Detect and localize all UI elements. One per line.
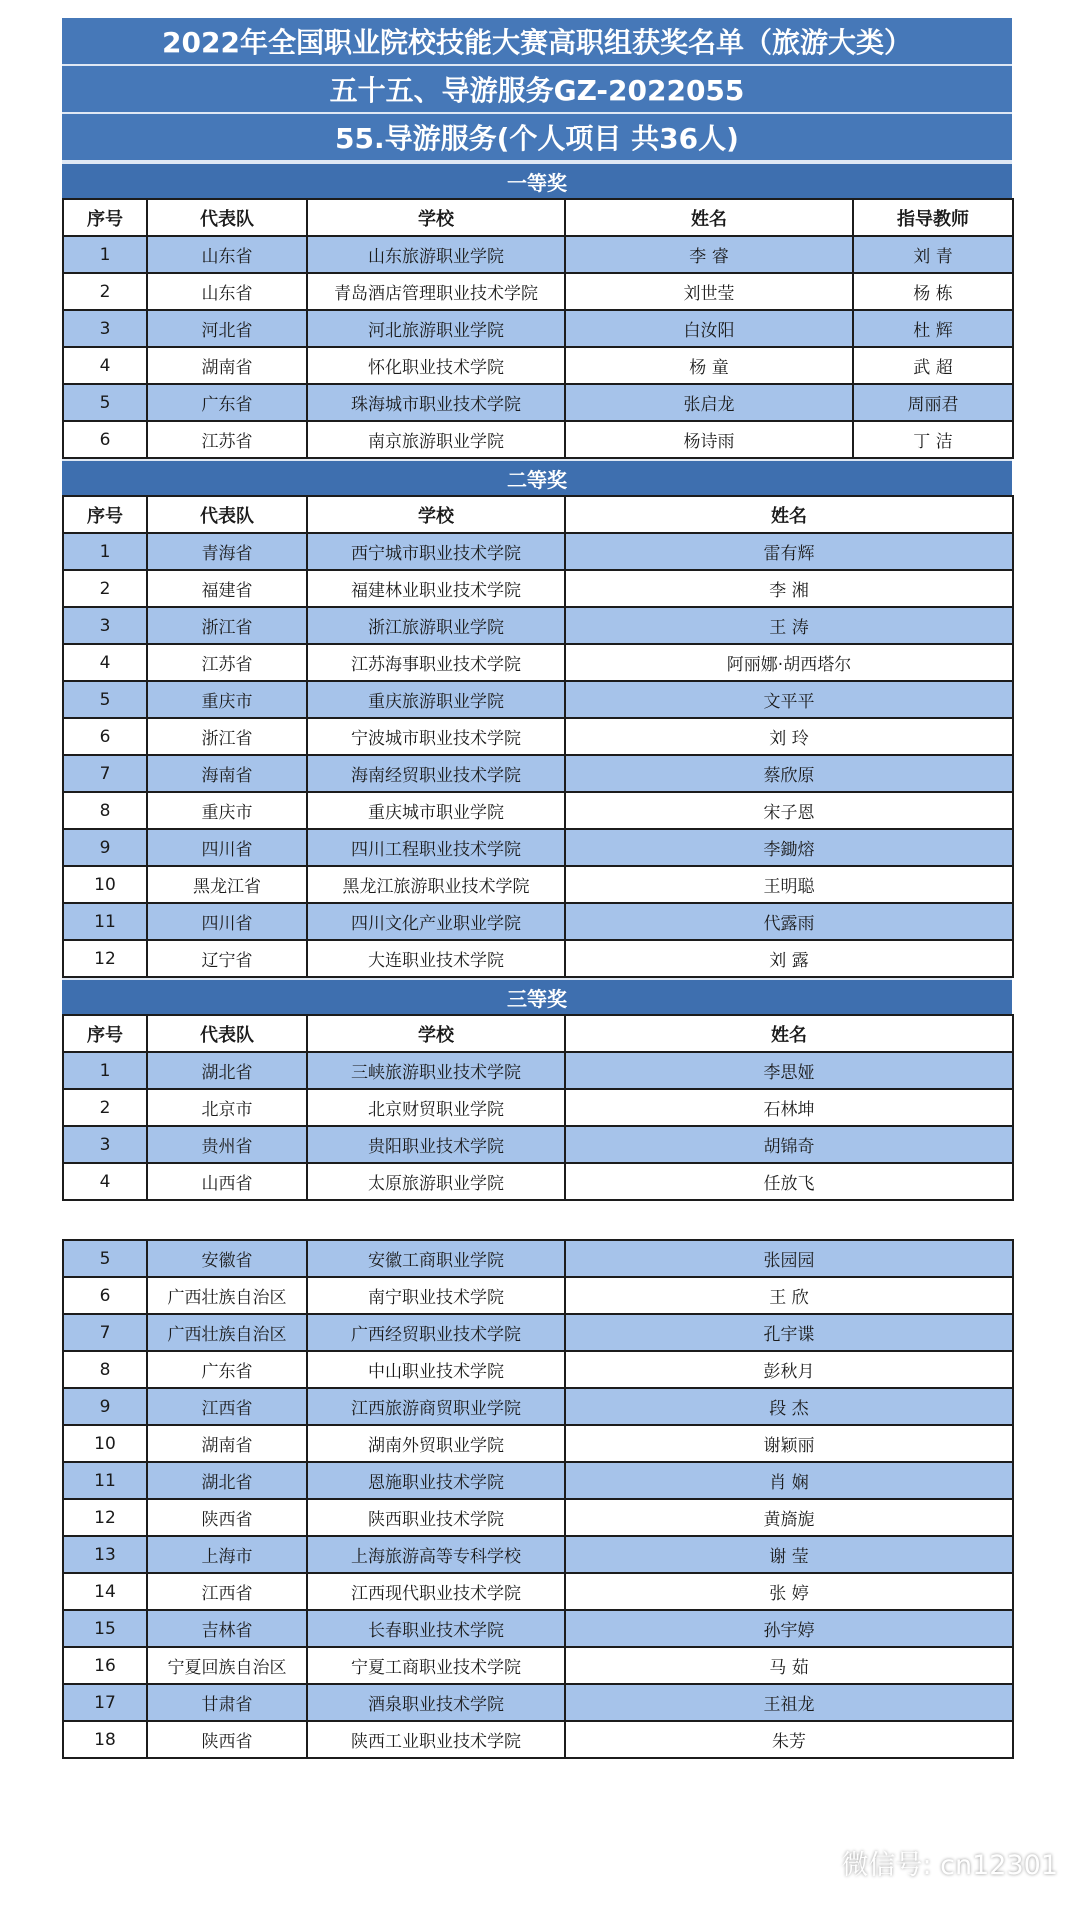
cell-rank: 6	[63, 421, 147, 458]
cell-name: 李 湘	[565, 570, 1013, 607]
cell-team: 湖北省	[147, 1052, 307, 1089]
cell-team: 安徽省	[147, 1240, 307, 1277]
cell-name: 阿丽娜·胡西塔尔	[565, 644, 1013, 681]
cell-team: 陕西省	[147, 1499, 307, 1536]
cell-school: 珠海城市职业技术学院	[307, 384, 565, 421]
cell-team: 湖南省	[147, 347, 307, 384]
first-prize-header: 一等奖	[62, 162, 1012, 198]
table-row	[63, 644, 1013, 681]
cell-school: 湖南外贸职业学院	[307, 1425, 565, 1462]
cell-team: 河北省	[147, 310, 307, 347]
cell-school: 安徽工商职业学院	[307, 1240, 565, 1277]
cell-team: 辽宁省	[147, 940, 307, 977]
cell-teacher: 杜 辉	[853, 310, 1013, 347]
cell-rank: 5	[63, 1240, 147, 1277]
cell-rank: 2	[63, 1089, 147, 1126]
cell-rank: 4	[63, 1163, 147, 1200]
cell-school: 重庆城市职业学院	[307, 792, 565, 829]
cell-rank: 15	[63, 1610, 147, 1647]
table-row	[63, 1499, 1013, 1536]
cell-team: 重庆市	[147, 681, 307, 718]
cell-rank: 10	[63, 1425, 147, 1462]
cell-rank: 6	[63, 1277, 147, 1314]
table-header-row	[63, 1015, 1013, 1052]
col-header: 序号	[63, 1015, 147, 1052]
cell-rank: 8	[63, 792, 147, 829]
cell-team: 黑龙江省	[147, 866, 307, 903]
cell-school: 重庆旅游职业学院	[307, 681, 565, 718]
table-row	[63, 347, 1013, 384]
cell-name: 李鋤熔	[565, 829, 1013, 866]
cell-rank: 9	[63, 829, 147, 866]
table-row	[63, 681, 1013, 718]
cell-name: 王 涛	[565, 607, 1013, 644]
col-header: 代表队	[147, 1015, 307, 1052]
col-header: 序号	[63, 199, 147, 236]
table-row	[63, 755, 1013, 792]
table-row	[63, 533, 1013, 570]
cell-rank: 7	[63, 755, 147, 792]
cell-school: 黑龙江旅游职业技术学院	[307, 866, 565, 903]
cell-school: 上海旅游高等专科学校	[307, 1536, 565, 1573]
cell-name: 李 睿	[565, 236, 853, 273]
cell-name: 彭秋月	[565, 1351, 1013, 1388]
second-prize-table	[62, 495, 1014, 978]
award-list-sheet	[62, 18, 1012, 1759]
cell-rank: 2	[63, 273, 147, 310]
cell-team: 甘肃省	[147, 1684, 307, 1721]
table-row	[63, 1721, 1013, 1758]
col-header: 代表队	[147, 496, 307, 533]
col-header: 姓名	[565, 496, 1013, 533]
table-row	[63, 310, 1013, 347]
cell-name: 任放飞	[565, 1163, 1013, 1200]
cell-name: 张启龙	[565, 384, 853, 421]
cell-team: 宁夏回族自治区	[147, 1647, 307, 1684]
cell-name: 朱芳	[565, 1721, 1013, 1758]
col-header: 学校	[307, 496, 565, 533]
table-row	[63, 1536, 1013, 1573]
cell-teacher: 武 超	[853, 347, 1013, 384]
cell-team: 广西壮族自治区	[147, 1277, 307, 1314]
cell-name: 雷有辉	[565, 533, 1013, 570]
table-row	[63, 1240, 1013, 1277]
cell-school: 河北旅游职业学院	[307, 310, 565, 347]
cell-team: 青海省	[147, 533, 307, 570]
table-row	[63, 1126, 1013, 1163]
table-row	[63, 570, 1013, 607]
table-row	[63, 1388, 1013, 1425]
cell-teacher: 周丽君	[853, 384, 1013, 421]
table-row	[63, 1052, 1013, 1089]
table-row	[63, 1089, 1013, 1126]
cell-team: 山西省	[147, 1163, 307, 1200]
cell-team: 四川省	[147, 829, 307, 866]
table-row	[63, 1684, 1013, 1721]
table-row	[63, 1610, 1013, 1647]
cell-team: 广东省	[147, 1351, 307, 1388]
table-header-row	[63, 199, 1013, 236]
cell-school: 大连职业技术学院	[307, 940, 565, 977]
cell-school: 浙江旅游职业学院	[307, 607, 565, 644]
table-row	[63, 1462, 1013, 1499]
cell-name: 杨 童	[565, 347, 853, 384]
cell-team: 北京市	[147, 1089, 307, 1126]
cell-school: 南宁职业技术学院	[307, 1277, 565, 1314]
cell-team: 福建省	[147, 570, 307, 607]
cell-rank: 1	[63, 1052, 147, 1089]
table-row	[63, 1647, 1013, 1684]
cell-rank: 12	[63, 1499, 147, 1536]
wechat-icon	[797, 1849, 833, 1877]
col-header: 学校	[307, 199, 565, 236]
cell-name: 石林坤	[565, 1089, 1013, 1126]
table-row	[63, 718, 1013, 755]
cell-rank: 1	[63, 533, 147, 570]
cell-name: 张园园	[565, 1240, 1013, 1277]
cell-rank: 11	[63, 1462, 147, 1499]
cell-teacher: 杨 栋	[853, 273, 1013, 310]
cell-school: 福建林业职业技术学院	[307, 570, 565, 607]
cell-rank: 12	[63, 940, 147, 977]
table-row	[63, 236, 1013, 273]
cell-rank: 5	[63, 384, 147, 421]
cell-rank: 13	[63, 1536, 147, 1573]
col-header: 指导教师	[853, 199, 1013, 236]
cell-team: 江苏省	[147, 421, 307, 458]
col-header: 姓名	[565, 199, 853, 236]
cell-team: 浙江省	[147, 718, 307, 755]
table-row	[63, 1425, 1013, 1462]
cell-team: 江西省	[147, 1388, 307, 1425]
cell-rank: 4	[63, 347, 147, 384]
cell-name: 刘 玲	[565, 718, 1013, 755]
cell-school: 江苏海事职业技术学院	[307, 644, 565, 681]
cell-rank: 14	[63, 1573, 147, 1610]
cell-rank: 6	[63, 718, 147, 755]
cell-rank: 4	[63, 644, 147, 681]
cell-rank: 18	[63, 1721, 147, 1758]
col-header: 学校	[307, 1015, 565, 1052]
second-prize-header: 二等奖	[62, 459, 1012, 495]
table-row	[63, 1351, 1013, 1388]
first-prize-table	[62, 198, 1014, 459]
cell-team: 上海市	[147, 1536, 307, 1573]
cell-school: 青岛酒店管理职业技术学院	[307, 273, 565, 310]
cell-name: 孔宇谍	[565, 1314, 1013, 1351]
cell-school: 江西现代职业技术学院	[307, 1573, 565, 1610]
table-header-row	[63, 496, 1013, 533]
cell-teacher: 刘 青	[853, 236, 1013, 273]
cell-name: 宋子恩	[565, 792, 1013, 829]
third-prize-table	[62, 1014, 1014, 1201]
cell-name: 胡锦奇	[565, 1126, 1013, 1163]
cell-name: 李思娅	[565, 1052, 1013, 1089]
table-row	[63, 940, 1013, 977]
cell-rank: 3	[63, 310, 147, 347]
cell-rank: 10	[63, 866, 147, 903]
cell-team: 重庆市	[147, 792, 307, 829]
col-header: 姓名	[565, 1015, 1013, 1052]
col-header: 序号	[63, 496, 147, 533]
cell-name: 孙宇婷	[565, 1610, 1013, 1647]
cell-school: 广西经贸职业技术学院	[307, 1314, 565, 1351]
cell-name: 王明聪	[565, 866, 1013, 903]
cell-school: 北京财贸职业学院	[307, 1089, 565, 1126]
table-row	[63, 1573, 1013, 1610]
table-row	[63, 903, 1013, 940]
cell-school: 酒泉职业技术学院	[307, 1684, 565, 1721]
cell-teacher: 丁 洁	[853, 421, 1013, 458]
cell-team: 江西省	[147, 1573, 307, 1610]
cell-school: 宁夏工商职业技术学院	[307, 1647, 565, 1684]
cell-team: 广西壮族自治区	[147, 1314, 307, 1351]
cell-team: 陕西省	[147, 1721, 307, 1758]
cell-school: 四川文化产业职业学院	[307, 903, 565, 940]
cell-name: 文平平	[565, 681, 1013, 718]
cell-rank: 9	[63, 1388, 147, 1425]
table-row	[63, 1163, 1013, 1200]
table-row	[63, 866, 1013, 903]
cell-team: 广东省	[147, 384, 307, 421]
cell-school: 宁波城市职业技术学院	[307, 718, 565, 755]
cell-name: 王 欣	[565, 1277, 1013, 1314]
cell-name: 谢颖丽	[565, 1425, 1013, 1462]
cell-name: 代露雨	[565, 903, 1013, 940]
table-row	[63, 607, 1013, 644]
cell-name: 谢 莹	[565, 1536, 1013, 1573]
cell-team: 贵州省	[147, 1126, 307, 1163]
cell-team: 江苏省	[147, 644, 307, 681]
cell-rank: 16	[63, 1647, 147, 1684]
cell-name: 黄旖旎	[565, 1499, 1013, 1536]
table-row	[63, 273, 1013, 310]
cell-school: 四川工程职业技术学院	[307, 829, 565, 866]
third-prize-header: 三等奖	[62, 978, 1012, 1014]
cell-school: 陕西职业技术学院	[307, 1499, 565, 1536]
cell-rank: 2	[63, 570, 147, 607]
cell-name: 刘 露	[565, 940, 1013, 977]
cell-school: 山东旅游职业学院	[307, 236, 565, 273]
table-row	[63, 1314, 1013, 1351]
cell-school: 西宁城市职业技术学院	[307, 533, 565, 570]
third-prize-table-continued	[62, 1239, 1014, 1759]
cell-team: 湖南省	[147, 1425, 307, 1462]
cell-name: 蔡欣原	[565, 755, 1013, 792]
page-title: 2022年全国职业院校技能大赛高职组获奖名单（旅游大类）	[62, 18, 1012, 66]
cell-rank: 3	[63, 607, 147, 644]
cell-team: 山东省	[147, 236, 307, 273]
cell-rank: 7	[63, 1314, 147, 1351]
table-row	[63, 792, 1013, 829]
watermark	[797, 1843, 1058, 1882]
table-row	[63, 1277, 1013, 1314]
cell-rank: 8	[63, 1351, 147, 1388]
table-row	[63, 829, 1013, 866]
cell-school: 三峡旅游职业技术学院	[307, 1052, 565, 1089]
cell-name: 白汝阳	[565, 310, 853, 347]
cell-name: 肖 娴	[565, 1462, 1013, 1499]
cell-team: 湖北省	[147, 1462, 307, 1499]
cell-school: 南京旅游职业学院	[307, 421, 565, 458]
cell-name: 马 茹	[565, 1647, 1013, 1684]
cell-school: 长春职业技术学院	[307, 1610, 565, 1647]
col-header: 代表队	[147, 199, 307, 236]
cell-rank: 5	[63, 681, 147, 718]
cell-school: 海南经贸职业技术学院	[307, 755, 565, 792]
cell-school: 陕西工业职业技术学院	[307, 1721, 565, 1758]
cell-name: 张 婷	[565, 1573, 1013, 1610]
cell-name: 刘世莹	[565, 273, 853, 310]
cell-team: 山东省	[147, 273, 307, 310]
cell-rank: 3	[63, 1126, 147, 1163]
table-row	[63, 421, 1013, 458]
item-title: 55.导游服务(个人项目 共36人)	[62, 114, 1012, 162]
event-title: 五十五、导游服务GZ-2022055	[62, 66, 1012, 114]
table-row	[63, 384, 1013, 421]
cell-team: 四川省	[147, 903, 307, 940]
cell-school: 怀化职业技术学院	[307, 347, 565, 384]
cell-team: 吉林省	[147, 1610, 307, 1647]
cell-rank: 17	[63, 1684, 147, 1721]
cell-rank: 1	[63, 236, 147, 273]
cell-school: 恩施职业技术学院	[307, 1462, 565, 1499]
page-break-gap	[62, 1201, 1012, 1239]
cell-name: 段 杰	[565, 1388, 1013, 1425]
cell-name: 杨诗雨	[565, 421, 853, 458]
cell-name: 王祖龙	[565, 1684, 1013, 1721]
cell-school: 中山职业技术学院	[307, 1351, 565, 1388]
cell-school: 江西旅游商贸职业学院	[307, 1388, 565, 1425]
cell-school: 太原旅游职业学院	[307, 1163, 565, 1200]
cell-school: 贵阳职业技术学院	[307, 1126, 565, 1163]
watermark-text: 微信号: cn12301	[841, 1850, 1058, 1881]
cell-team: 海南省	[147, 755, 307, 792]
cell-team: 浙江省	[147, 607, 307, 644]
cell-rank: 11	[63, 903, 147, 940]
